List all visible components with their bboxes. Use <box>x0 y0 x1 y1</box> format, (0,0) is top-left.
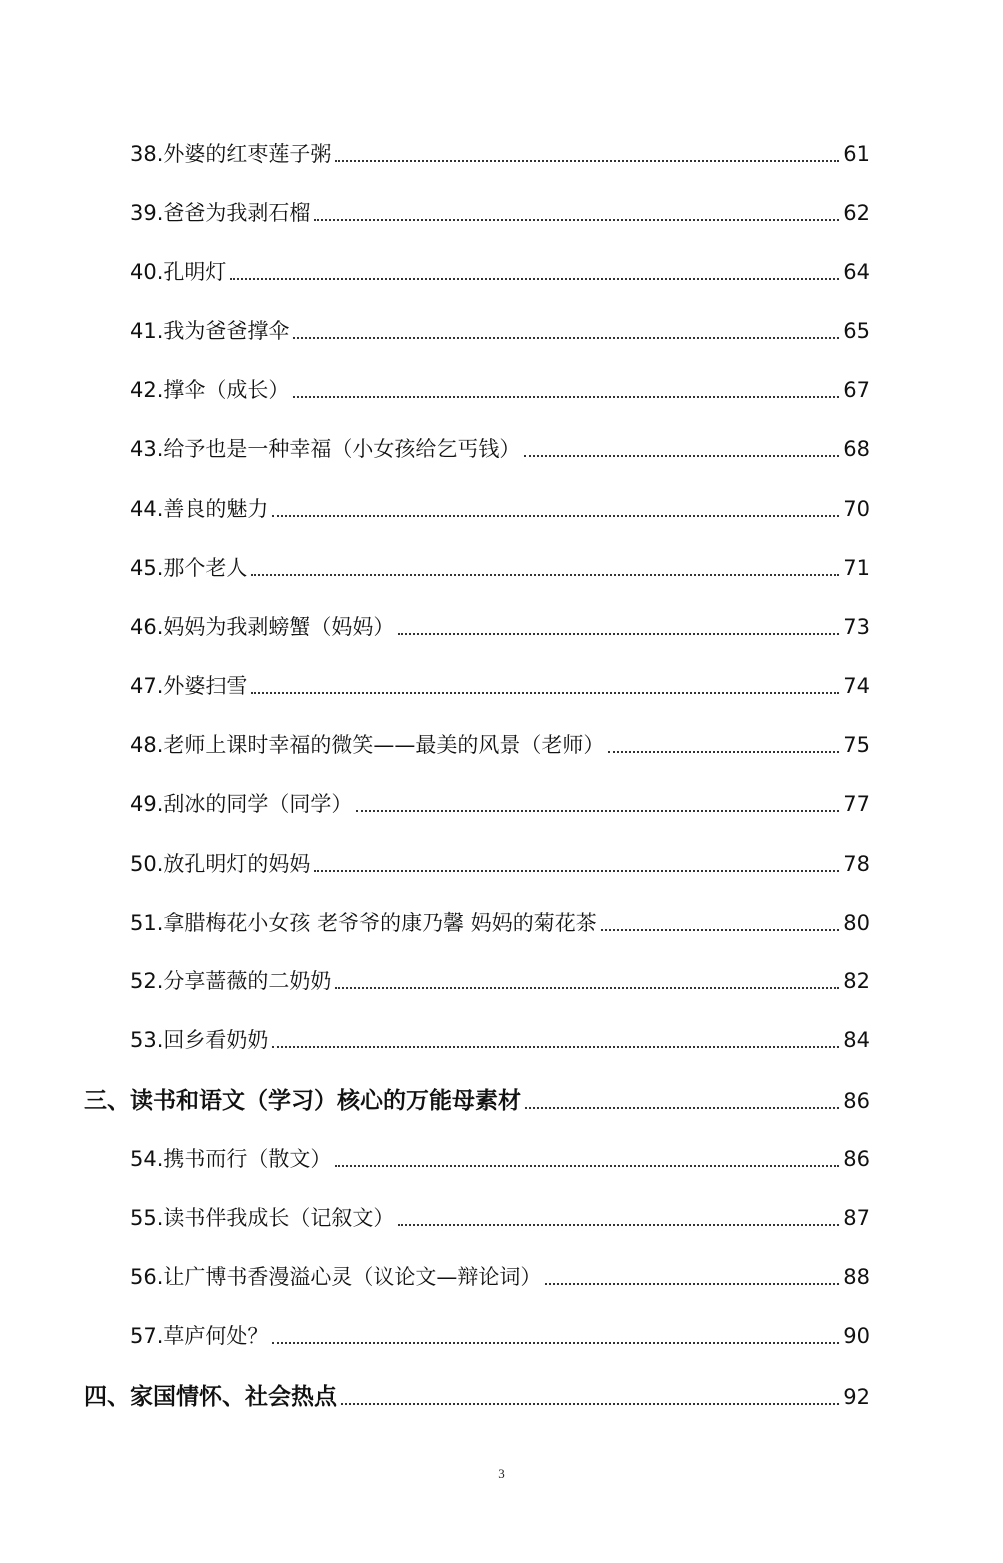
toc-entry[interactable] <box>130 248 870 288</box>
toc-row <box>0 485 1003 525</box>
dot-leader <box>398 633 839 635</box>
toc-section-heading[interactable] <box>84 1373 870 1413</box>
toc-entry[interactable] <box>130 721 870 761</box>
toc-entry-page: 92 <box>843 1385 870 1409</box>
toc-row <box>0 130 1003 170</box>
dot-leader <box>341 1403 839 1405</box>
toc-entry[interactable] <box>130 1253 870 1293</box>
dot-leader <box>524 455 839 457</box>
toc-row <box>0 1312 1003 1352</box>
toc-entry[interactable] <box>130 840 870 880</box>
dot-leader <box>335 987 839 989</box>
toc-entry-page: 71 <box>843 556 870 580</box>
toc-entry-title: 47.外婆扫雪 <box>130 674 248 698</box>
page-number: 3 <box>498 1466 505 1481</box>
toc-entry-title: 43.给予也是一种幸福（小女孩给乞丐钱） <box>130 437 521 461</box>
toc-entry-page: 88 <box>843 1265 870 1289</box>
toc-entry[interactable] <box>130 1135 870 1175</box>
toc-entry[interactable] <box>130 957 870 997</box>
dot-leader <box>608 751 839 753</box>
toc-row <box>0 307 1003 347</box>
toc-entry-title: 52.分享蔷薇的二奶奶 <box>130 969 332 993</box>
toc-section-heading[interactable] <box>84 1077 870 1117</box>
dot-leader <box>601 929 840 931</box>
toc-entry-page: 82 <box>843 969 870 993</box>
dot-leader <box>525 1107 839 1109</box>
toc-entry-title: 54.携书而行（散文） <box>130 1147 332 1171</box>
dot-leader <box>272 1046 839 1048</box>
toc-entry-page: 84 <box>843 1028 870 1052</box>
toc-entry[interactable] <box>130 189 870 229</box>
toc-entry-page: 68 <box>843 437 870 461</box>
toc-entry-title: 39.爸爸为我剥石榴 <box>130 201 311 225</box>
toc-entry-title: 55.读书伴我成长（记叙文） <box>130 1206 395 1230</box>
toc-entry-page: 64 <box>843 260 870 284</box>
toc-row <box>0 1194 1003 1234</box>
toc-entry[interactable] <box>130 1194 870 1234</box>
toc-entry-title: 44.善良的魅力 <box>130 497 269 521</box>
dot-leader <box>293 396 839 398</box>
toc-row <box>0 1253 1003 1293</box>
toc-row <box>0 899 1003 939</box>
dot-leader <box>335 160 839 162</box>
toc-entry-title: 46.妈妈为我剥螃蟹（妈妈） <box>130 615 395 639</box>
toc-entry[interactable] <box>130 544 870 584</box>
toc-row <box>0 957 1003 997</box>
toc-row <box>0 425 1003 465</box>
dot-leader <box>251 574 839 576</box>
dot-leader <box>251 692 839 694</box>
toc-entry-title: 51.拿腊梅花小女孩 老爷爷的康乃馨 妈妈的菊花茶 <box>130 911 597 935</box>
toc-entry[interactable] <box>130 662 870 702</box>
toc-entry[interactable] <box>130 130 870 170</box>
toc-entry-title: 57.草庐何处？ <box>130 1324 269 1348</box>
toc-entry-title: 49.刮冰的同学（同学） <box>130 792 353 816</box>
toc-entry[interactable] <box>130 307 870 347</box>
dot-leader <box>272 515 839 517</box>
toc-entry[interactable] <box>130 603 870 643</box>
dot-leader <box>314 219 839 221</box>
toc-row <box>0 721 1003 761</box>
toc-row <box>0 840 1003 880</box>
dot-leader <box>314 870 839 872</box>
toc-entry-page: 77 <box>843 792 870 816</box>
toc-entry-page: 65 <box>843 319 870 343</box>
toc-entry-title: 50.放孔明灯的妈妈 <box>130 852 311 876</box>
toc-row <box>0 1077 1003 1117</box>
toc-row <box>0 544 1003 584</box>
toc-entry[interactable] <box>130 780 870 820</box>
dot-leader <box>356 810 839 812</box>
toc-entry-title: 53.回乡看奶奶 <box>130 1028 269 1052</box>
toc-row <box>0 248 1003 288</box>
toc-entry-page: 86 <box>843 1089 870 1113</box>
toc-entry-title: 45.那个老人 <box>130 556 248 580</box>
toc-entry-page: 62 <box>843 201 870 225</box>
dot-leader <box>230 278 839 280</box>
toc-entry-page: 61 <box>843 142 870 166</box>
toc-row <box>0 1135 1003 1175</box>
toc-entry-title: 42.撑伞（成长） <box>130 378 290 402</box>
dot-leader <box>293 337 839 339</box>
dot-leader <box>398 1224 839 1226</box>
toc-row <box>0 662 1003 702</box>
toc-entry[interactable] <box>130 899 870 939</box>
toc-row <box>0 780 1003 820</box>
toc-entry-page: 67 <box>843 378 870 402</box>
toc-row <box>0 1016 1003 1056</box>
toc-entry-title: 48.老师上课时幸福的微笑——最美的风景（老师） <box>130 733 605 757</box>
toc-entry-page: 86 <box>843 1147 870 1171</box>
toc-entry-page: 90 <box>843 1324 870 1348</box>
dot-leader <box>545 1283 839 1285</box>
toc-entry[interactable] <box>130 425 870 465</box>
toc-entry-title: 38.外婆的红枣莲子粥 <box>130 142 332 166</box>
toc-row <box>0 189 1003 229</box>
toc-row <box>0 1373 1003 1413</box>
toc-entry[interactable] <box>130 485 870 525</box>
toc-entry[interactable] <box>130 1312 870 1352</box>
toc-entry-page: 78 <box>843 852 870 876</box>
toc-entry-title: 三、读书和语文（学习）核心的万能母素材 <box>84 1088 521 1114</box>
toc-entry-title: 40.孔明灯 <box>130 260 227 284</box>
toc-entry-title: 41.我为爸爸撑伞 <box>130 319 290 343</box>
toc-entry-page: 70 <box>843 497 870 521</box>
toc-entry[interactable] <box>130 366 870 406</box>
dot-leader <box>272 1342 839 1344</box>
toc-entry-page: 74 <box>843 674 870 698</box>
toc-row <box>0 366 1003 406</box>
toc-entry[interactable] <box>130 1016 870 1056</box>
toc-entry-page: 73 <box>843 615 870 639</box>
toc-entry-page: 80 <box>843 911 870 935</box>
toc-entry-title: 56.让广博书香漫溢心灵（议论文—辩论词） <box>130 1265 542 1289</box>
toc-entry-title: 四、家国情怀、社会热点 <box>84 1384 337 1410</box>
toc-row <box>0 603 1003 643</box>
toc-entry-page: 87 <box>843 1206 870 1230</box>
dot-leader <box>335 1165 839 1167</box>
toc-entry-page: 75 <box>843 733 870 757</box>
